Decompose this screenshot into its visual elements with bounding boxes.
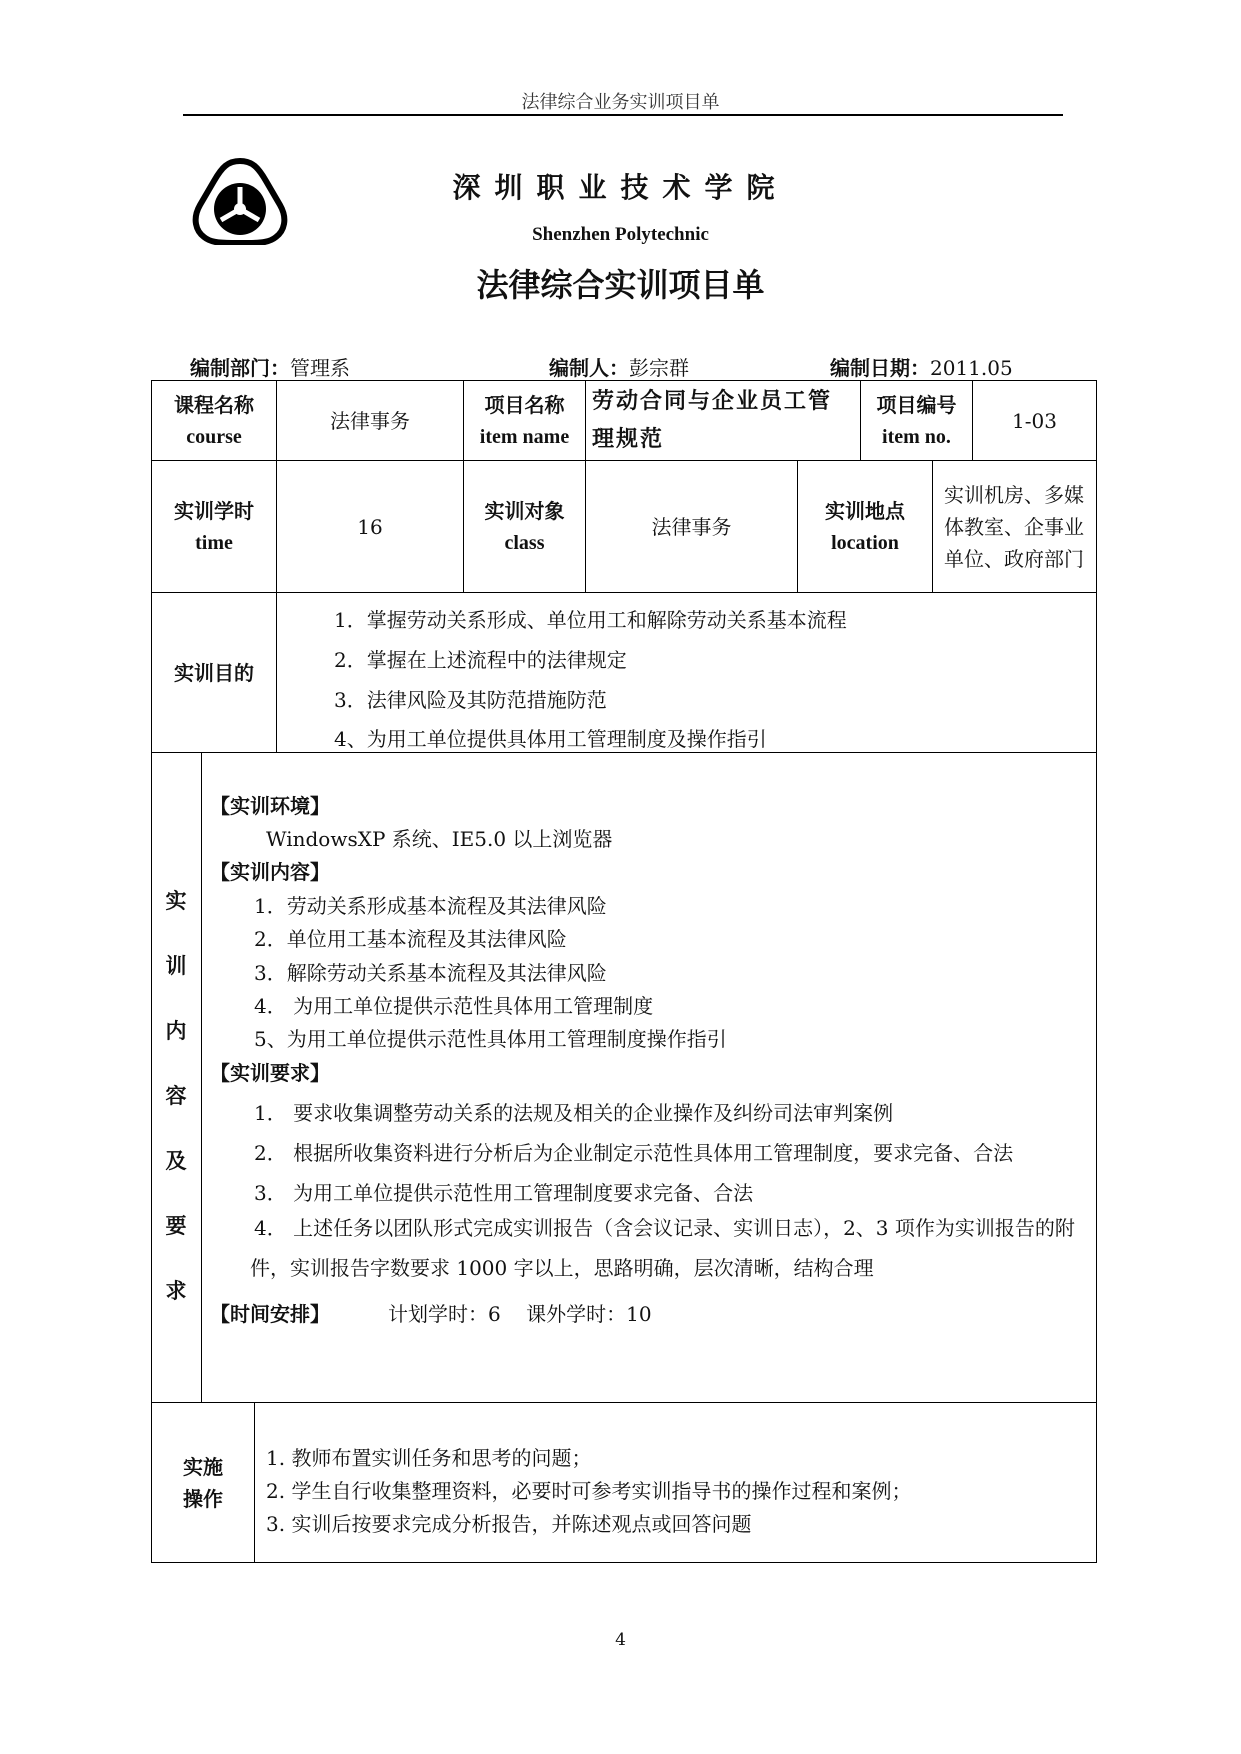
meta-department [190,352,350,381]
req-item-4: 4． 上述任务以团队形式完成实训报告（含会议记录、实训日志），2、3 项作为实训报告的附件，实训报告字数要求 1000 字以上，思路明确，层次清晰，结构合理 [250,1216,1075,1280]
running-header: 法律综合业务实训项目单 [521,92,720,113]
schedule-text: 计划学时：6 课外学时：10 [388,1302,652,1326]
item-name-label-en: item name [479,425,570,448]
item-no-value: 1-03 [1012,408,1057,433]
content-heading: 【实训内容】 [210,860,330,884]
course-label-en: course [186,425,242,448]
course-label-cn: 课程名称 [174,392,254,417]
school-name-cn: 深圳职业技术学院 [452,171,789,204]
item-no-label-en: item no. [882,425,951,448]
meta-author-value: 彭宗群 [629,356,689,380]
req-item-3: 3． 为用工单位提供示范性用工管理制度要求完备、合法 [254,1181,754,1205]
objective-item-2: 2．掌握在上述流程中的法律规定 [334,648,627,672]
item-name-label-cn: 项目名称 [484,392,565,417]
meta-date [830,352,1013,381]
header-rule [183,114,1063,116]
implementation-item-2: 2. 学生自行收集整理资料，必要时可参考实训指导书的操作过程和案例； [266,1479,912,1503]
objectives-label: 实训目的 [174,660,254,685]
class-value: 法律事务 [651,514,732,539]
class-label [464,461,585,592]
course-label [152,381,276,460]
implementation-label [152,1403,254,1562]
class-label-cn: 实训对象 [484,498,565,523]
content-label-char-5: 及 [165,1149,187,1173]
content-label-char-7: 求 [165,1279,187,1303]
location-label-cn: 实训地点 [825,498,905,523]
class-label-en: class [504,531,545,554]
item-name-label [464,381,585,460]
meta-department-label: 编制部门： [190,356,290,380]
meta-date-label: 编制日期： [830,356,930,380]
content-label-char-1: 实 [165,889,187,913]
school-name-en: Shenzhen Polytechnic [532,224,709,245]
content-item-5: 5、为用工单位提供示范性具体用工管理制度操作指引 [254,1027,727,1051]
item-no-label-cn: 项目编号 [876,392,957,417]
implementation-item-1: 1. 教师布置实训任务和思考的问题； [266,1446,592,1470]
implementation-item-3: 3. 实训后按要求完成分析报告，并陈述观点或回答问题 [266,1512,752,1536]
content-label-char-3: 内 [165,1019,187,1043]
time-label-cn: 实训学时 [174,498,254,523]
content-item-3: 3．解除劳动关系基本流程及其法律风险 [254,961,607,985]
meta-author [549,352,689,381]
env-heading: 【实训环境】 [210,794,330,818]
item-no-label [861,381,972,460]
meta-author-label: 编制人： [549,356,629,380]
time-value: 16 [357,514,383,539]
content-label-char-2: 训 [165,954,187,978]
time-label [152,461,276,592]
meta-date-value: 2011.05 [930,356,1013,380]
content-item-2: 2．单位用工基本流程及其法律风险 [254,927,567,951]
implementation-label-line1: 实施 [183,1454,223,1479]
req-item-2: 2． 根据所收集资料进行分析后为企业制定示范性具体用工管理制度，要求完备、合法 [254,1141,1014,1165]
location-value: 实训机房、多媒体教室、企事业单位、政府部门 [944,483,1084,571]
content-label-char-4: 容 [165,1084,187,1108]
content-item-4: 4． 为用工单位提供示范性具体用工管理制度 [254,994,654,1018]
objective-item-4: 4、为用工单位提供具体用工管理制度及操作指引 [334,727,767,751]
item-name-value: 劳动合同与企业员工管理规范 [592,388,833,452]
schedule-heading: 【时间安排】 [210,1302,330,1326]
document-title: 法律综合实训项目单 [476,266,765,304]
page-number: 4 [615,1630,626,1650]
content-item-1: 1．劳动关系形成基本流程及其法律风险 [254,894,607,918]
location-label-en: location [831,531,899,554]
req-item-1: 1． 要求收集调整劳动关系的法规及相关的企业操作及纠纷司法审判案例 [254,1101,894,1125]
content-label-char-6: 要 [165,1214,187,1238]
meta-department-value: 管理系 [290,356,350,380]
course-value: 法律事务 [330,408,410,433]
location-label [798,461,932,592]
req-heading: 【实训要求】 [210,1061,330,1085]
objective-item-3: 3．法律风险及其防范措施防范 [334,688,607,712]
time-label-en: time [195,531,233,554]
implementation-label-line2: 操作 [183,1486,223,1511]
objective-item-1: 1．掌握劳动关系形成、单位用工和解除劳动关系基本流程 [334,608,847,632]
env-text: WindowsXP 系统、IE5.0 以上浏览器 [266,827,613,851]
